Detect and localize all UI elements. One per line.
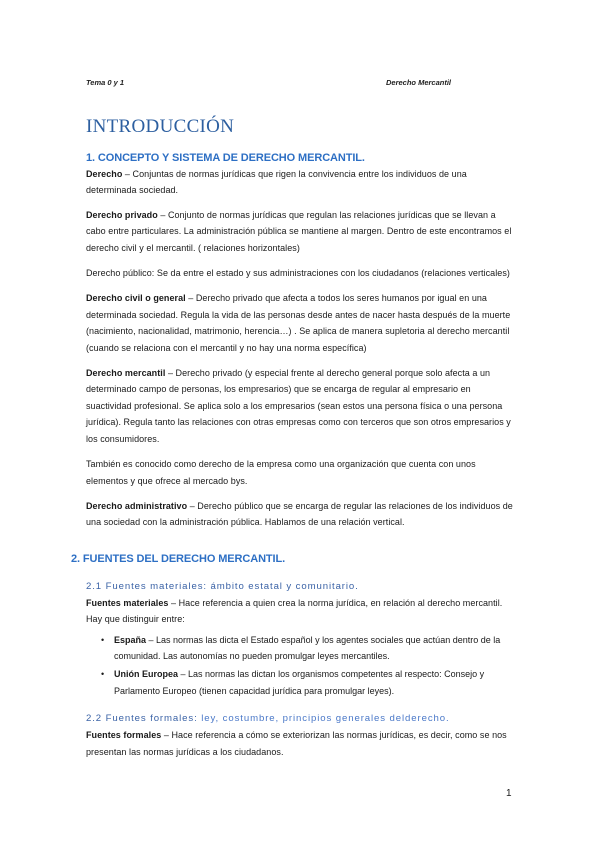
text: Derecho público: Se da entre el estado y sus administraciones con los ciudadanos (relaciones verticales) <box>86 268 510 279</box>
term: Fuentes materiales <box>86 597 169 608</box>
text: – Hace referencia a quien crea la norma jurídica, en relación al derecho mercantil. Hay que distinguir entre: <box>86 597 503 625</box>
term: Fuentes formales <box>86 730 162 741</box>
term: Derecho mercantil <box>86 368 166 379</box>
term: Derecho <box>86 169 123 179</box>
term: Derecho privado <box>86 209 158 220</box>
paragraph-derecho-publico <box>86 265 516 281</box>
bullet-icon: • <box>101 669 105 680</box>
subsection-prefix: 2.2 Fuentes formales: <box>86 713 202 725</box>
header-right: Derecho Mercantil <box>386 78 452 87</box>
bullet-icon: • <box>101 634 105 645</box>
term: Derecho civil o general <box>86 293 186 304</box>
text: – Las normas las dicta el Estado español y los agentes sociales que actúan dentro de la comunidad. Las autonomías no pueden promulgar leyes mercantiles. <box>114 634 501 661</box>
term: España <box>114 634 147 645</box>
paragraph-derecho-mercantil <box>86 365 516 447</box>
paragraph-derecho <box>86 166 516 199</box>
paragraph-derecho-privado <box>86 207 516 256</box>
section-2-heading: 2. FUENTES DEL DERECHO MERCANTIL. <box>71 552 286 565</box>
text: – Derecho público que se encarga de regular las relaciones de los individuos de una sociedad con la administración pública. Hablamos de una relación vertical. <box>86 500 513 528</box>
text: – Derecho privado (y especial frente al derecho general porque solo afecta a un determinado campo de personas, los empresarios) que se encarga de regular al empresario en suactividad profesional. Se aplica solo a los empresarios (sean estos una persona física o una persona jurídica). Regula tanto las relaciones con otras empresas como con terceros que son otros empresarios y los consumidores. <box>86 368 511 444</box>
fuentes-materiales-list <box>86 632 516 700</box>
subsection-2-2-heading <box>86 713 516 724</box>
section-1-heading: 1. CONCEPTO Y SISTEMA DE DERECHO MERCANTIL. <box>86 152 365 164</box>
paragraph-fuentes-formales <box>86 727 516 760</box>
list-item <box>86 666 516 699</box>
page-title: INTRODUCCIÓN <box>86 116 235 137</box>
subsection-suffix: ley, costumbre, principios generales delderecho. <box>201 713 450 725</box>
subsection-2-1-heading: 2.1 Fuentes materiales: ámbito estatal y comunitario. <box>86 580 359 592</box>
text: – Conjunto de normas jurídicas que regulan las relaciones jurídicas que se llevan a cabo entre particulares. La administración pública se mantiene al margen. Dentro de este encontramos el derecho civil y el mercantil. ( relaciones horizontales) <box>86 209 512 253</box>
page-content <box>71 116 516 769</box>
page-number: 1 <box>506 788 512 799</box>
header-left: Tema 0 y 1 <box>86 78 125 87</box>
text: – Conjuntas de normas jurídicas que rigen la convivencia entre los individuos de una determinada sociedad. <box>86 169 467 196</box>
text: – Derecho privado que afecta a todos los seres humanos por igual en una determinada sociedad. Regula la vida de las personas desde antes de nacer hasta después de la muerte (nacimiento, nacionalidad, matrimonio, herencia…) . Se aplica de manera supletoria al derecho mercantil (cuando se relaciona con el mercantil y no hay una norma específica) <box>86 293 511 353</box>
paragraph-derecho-empresa <box>86 456 516 489</box>
term: Derecho administrativo <box>86 500 188 511</box>
paragraph-fuentes-materiales <box>86 595 516 628</box>
text: – Hace referencia a cómo se exteriorizan las normas jurídicas, es decir, como se nos presentan las normas jurídicas a los ciudadanos. <box>86 730 507 757</box>
text: – Las normas las dictan los organismos competentes al respecto: Consejo y Parlamento Europeo (tienen capacidad jurídica para promulgar leyes). <box>114 669 485 696</box>
text: También es conocido como derecho de la empresa como una organización que cuenta con unos elementos y que ofrece al mercado bys. <box>86 459 476 486</box>
paragraph-derecho-administrativo <box>86 498 516 531</box>
paragraph-derecho-civil <box>86 290 516 356</box>
term: Unión Europea <box>114 669 179 680</box>
list-item <box>86 632 516 665</box>
